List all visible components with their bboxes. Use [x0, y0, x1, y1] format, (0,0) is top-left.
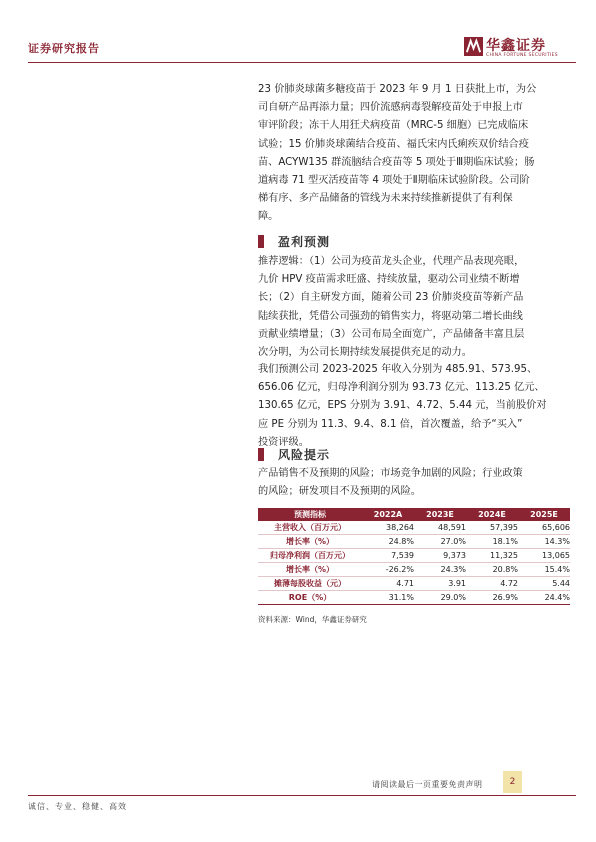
table-row-label: 归母净利润（百万元） [270, 551, 350, 560]
forecast-table [258, 508, 570, 605]
table-row-label: 增长率（%） [285, 537, 334, 546]
table-cell: 4.72 [500, 579, 518, 588]
text-line: 656.06 亿元，归母净利润分别为 93.73 亿元、113.25 亿元、 [258, 382, 545, 394]
table-header-row [258, 508, 570, 521]
table-cell: 15.4% [544, 565, 570, 574]
table-row [258, 535, 570, 549]
text-line: 障。 [258, 211, 279, 223]
table-cell: 48,591 [438, 523, 466, 532]
forecast-section-heading [258, 233, 330, 250]
table-row-label: ROE（%） [288, 593, 332, 602]
section-title: 风险提示 [278, 448, 331, 462]
header-divider [28, 62, 576, 63]
text-line: 产品销售不及预期的风险；市场竞争加剧的风险；行业政策 [258, 468, 523, 479]
text-line: 130.65 亿元，EPS 分别为 3.91、4.72、5.44 元，当前股价对 [258, 400, 547, 412]
table-row [258, 577, 570, 591]
table-cell: 27.0% [440, 537, 466, 546]
company-logo [464, 34, 574, 62]
table-cell: 7,539 [391, 551, 414, 560]
table-row [258, 549, 570, 563]
table-row [258, 563, 570, 577]
text-line: 试验；15 价肺炎球菌结合疫苗、福氏宋内氏痢疾双价结合疫 [258, 138, 529, 150]
table-header-cell: 2025E [530, 510, 558, 519]
table-cell: 57,395 [490, 523, 518, 532]
logo-chinese-name: 华鑫证券 [486, 38, 546, 54]
text-line: 的风险；研发项目不及预期的风险。 [258, 486, 421, 498]
text-line: 审评阶段；冻干人用狂犬病疫苗（MRC-5 细胞）已完成临床 [258, 120, 529, 132]
table-cell: 26.9% [492, 593, 518, 602]
text-line: 投资评级。 [258, 436, 309, 448]
text-line: 我们预测公司 2023-2025 年收入分别为 485.91、573.95、 [258, 364, 538, 375]
table-cell: 3.91 [448, 579, 466, 588]
table-cell: 24.3% [440, 565, 466, 574]
text-line: 道病毒 71 型灭活疫苗等 4 项处于Ⅱ期临床试验阶段。公司阶 [258, 175, 530, 187]
table-cell: 24.4% [544, 593, 570, 602]
text-line: 陆续获批，凭借公司强劲的销售实力，将驱动第二增长曲线 [258, 310, 523, 322]
text-line: 九价 HPV 疫苗需求旺盛、持续放量，驱动公司业绩不断增 [258, 274, 520, 286]
table-cell: 9,373 [443, 551, 466, 560]
text-line: 贡献业绩增量；（3）公司布局全面宽广，产品储备丰富且层 [258, 328, 525, 340]
logo-mark-icon [464, 37, 483, 56]
table-cell: 38,264 [386, 523, 414, 532]
table-cell: 5.44 [552, 579, 570, 588]
table-row [258, 591, 570, 605]
text-line: 长；（2）自主研发方面，随着公司 23 价肺炎疫苗等新产品 [258, 292, 524, 304]
section-marker [258, 448, 264, 461]
earnings-estimate-paragraph [258, 361, 570, 452]
page-number: 2 [503, 771, 522, 793]
text-line: 次分明，为公司长期持续发展提供充足的动力。 [258, 347, 472, 359]
text-line: 推荐逻辑：（1）公司为疫苗龙头企业，代理产品表现亮眼， [258, 256, 525, 267]
table-cell: 14.3% [544, 537, 570, 546]
table-source-note: 资料来源：Wind，华鑫证券研究 [258, 615, 367, 624]
logo-english-name: CHINA FORTUNE SECURITIES [486, 53, 558, 58]
table-cell: 11,325 [490, 551, 518, 560]
risk-section-heading [258, 446, 330, 463]
company-motto: 诚信、专业、稳健、高效 [28, 802, 127, 811]
section-title: 盈利预测 [278, 235, 331, 249]
table-cell: 24.8% [388, 537, 414, 546]
table-row-label: 增长率（%） [285, 565, 334, 574]
table-header-cell: 2022A [373, 510, 403, 519]
risk-paragraph [258, 465, 570, 501]
table-cell: 65,606 [542, 523, 570, 532]
table-row [258, 521, 570, 535]
table-cell: 31.1% [388, 593, 414, 602]
text-line: 23 价肺炎球菌多糖疫苗于 2023 年 9 月 1 日获批上市，为公 [258, 84, 537, 95]
table-cell: 20.8% [492, 565, 518, 574]
table-cell: 13,065 [542, 551, 570, 560]
pipeline-paragraph [258, 81, 570, 227]
footer-divider [28, 795, 576, 796]
text-line: 梯有序、多产品储备的管线为未来持续推新提供了有利保 [258, 193, 513, 205]
text-line: 苗、ACYW135 群流脑结合疫苗等 5 项处于Ⅲ期临床试验；肠 [258, 156, 535, 168]
recommendation-logic-paragraph [258, 253, 570, 362]
table-header-cell: 预测指标 [294, 510, 326, 519]
table-header-cell: 2024E [478, 510, 506, 519]
table-row-label: 摊薄每股收益（元） [274, 579, 346, 588]
report-type-label: 证券研究报告 [28, 42, 100, 55]
table-cell: -26.2% [385, 565, 414, 574]
table-cell: 4.71 [396, 579, 414, 588]
section-marker [258, 235, 264, 248]
table-header-cell: 2023E [426, 510, 454, 519]
table-cell: 18.1% [492, 537, 518, 546]
disclaimer-note: 请阅读最后一页重要免责声明 [372, 780, 483, 789]
table-row-label: 主营收入（百万元） [274, 523, 346, 532]
text-line: 司自研产品再添力量；四价流感病毒裂解疫苗处于申报上市 [258, 102, 523, 114]
table-cell: 29.0% [440, 593, 466, 602]
text-line: 应 PE 分别为 11.3、9.4、8.1 倍，首次覆盖，给予“买入” [258, 418, 523, 430]
